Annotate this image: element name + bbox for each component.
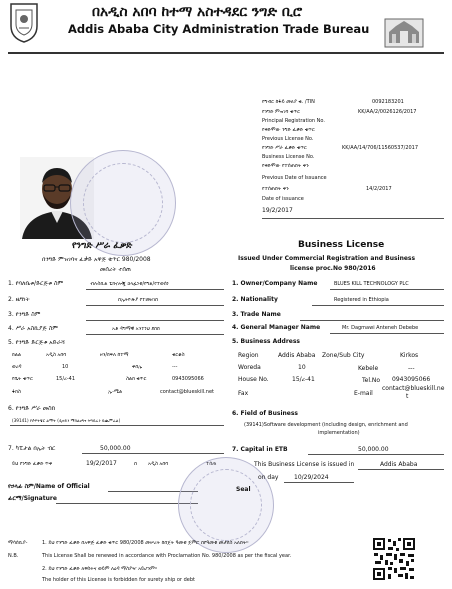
note-1-en: This License Shall be renewed in accordance with Proclamation No. 980/2008 as per the fiscal year. [42,553,292,559]
registration-divider [262,218,444,219]
header-divider [8,52,444,54]
stamp-seal-bottom-ring [190,469,262,541]
right-issued-label: This Business License is issued in [254,461,355,468]
left-field-label: 6. የንግድ ሥራ መስክ [8,405,55,412]
left-signature-underline [56,503,198,504]
right-address-label: 5. Business Address [232,338,300,345]
left-owner-underline [86,289,224,290]
tin-value: 0092183201 [372,99,404,105]
right-seal-label: Seal [236,486,251,493]
left-field-underline [10,425,224,426]
license-subtitle-amharic-2: መሰረት ተሰጠ [100,266,131,273]
right-nationality-value: Registered in Ethiopia [334,297,389,303]
left-kebele-label: ቀበሌ [132,364,142,370]
license-title-amharic: የንግድ ሥራ ፈቃድ [72,241,133,251]
right-field-value-2: implementation) [318,430,360,436]
left-region-value: አዲስ አበባ [46,352,67,358]
stamp-seal-bottom [178,457,274,553]
left-phone-value: 0943095066 [172,376,204,382]
left-capital-value: 50,000.00 [100,445,131,452]
reg-no-value: KK/AA/2/0026126/2017 [358,109,417,115]
right-owner-underline [330,289,444,290]
left-trade-name-underline [86,320,224,321]
note-2-en: The holder of this License is forbidden for surety ship or debt [42,577,195,583]
right-capital-label: 7. Capital in ETB [232,446,288,453]
right-region-value: Addis Ababa [278,352,316,359]
right-manager-underline [330,333,444,334]
left-issued-label: ይህ የንግድ ፈቃድ ጥቅ [12,461,53,467]
left-woreda-value: 10 [62,364,69,370]
right-nationality-underline [312,305,444,306]
right-fax-label: Fax [238,390,249,397]
header-title-english: Addis Ababa City Administration Trade Bureau [68,22,370,36]
right-kebele-label: Kebele [358,365,379,372]
license-subtitle-amharic-1: በንግድ ምዝገባና ፈቃድ አዋጅ ቁጥር 980/2008 [42,256,151,263]
left-capital-underline [82,453,224,454]
note-1-am: 1. ይህ የንግድ ፈቃድ በአዋጅ ፈቃድ ቁጥር 980/2008 መሠረት ከበጀት ዓመቱ ጀምሮ በየዓመቱ መታደስ አለበት። [42,540,249,546]
left-house-label: የቤት ቁጥር [12,376,33,382]
right-on-day-label: on day [258,474,279,481]
prev-issued-label-am: የቀድሞው የተሰጠበት ቀን [262,163,309,169]
date-issuance-label-en: Date of issuance [262,196,304,202]
right-trade-name-underline [300,320,444,321]
right-zone-label: Zone/Sub City [322,352,365,359]
business-license-label-en: Business License No. [262,154,315,160]
left-trade-name-label: 3. የንግድ ስም [8,311,41,318]
right-manager-label: 4. General Manager Name [232,324,321,331]
note-2-am: 2. ይህ የንግድ ፈቃድ ለዋስትና ወይም ለዕዳ ማስያዣ አይሆንም። [42,566,158,572]
left-zone-label: ዞን/ክፍለ ከተማ [100,352,129,358]
left-address-label: 5. የንግድ ድርጅቱ አድራሻ [8,339,65,346]
left-manager-label: 4. ሥራ አስኪያጅ ስም [8,325,58,332]
stamp-seal-top-ring [83,163,163,243]
right-woreda-label: Woreda [238,364,261,371]
right-email-value-1: contact@blueskill.ne [382,385,445,392]
business-license-value: KK/AA/14/706/11560537/2017 [342,145,419,151]
header-title-amharic: በአዲስ አበባ ከተማ አስተዳደር ንግድ ቢሮ [92,4,303,20]
header-logo [8,2,40,44]
right-email-value-2: t [406,393,409,400]
right-zone-value: Kirkos [400,352,419,359]
prev-license-label-am: የቀድሞው ንግድ ፈቃድ ቁጥር [262,127,315,133]
left-owner-value: ብሉስኪል ቴክኖሎጂ ኃላፊነቱ/የግል/የተወሰነ [90,281,169,287]
right-issued-place: Addis Ababa [380,461,418,468]
right-field-label: 6. Field of Business [232,410,298,417]
left-manager-value: አቶ ዳግማዊ አንተነህ ደበበ [112,326,160,332]
left-house-value: 15/ረ-41 [56,376,76,382]
note-label-en: N.B. [8,553,19,559]
left-kebele-value: --- [172,364,178,370]
license-subtitle-english-1: Issued Under Commercial Registration and Business [238,255,416,262]
right-tel-label: Tel.No [362,377,381,384]
license-title-english: Business License [298,240,385,250]
left-nationality-value: በኢትዮጵያ የተመዘገበ [118,297,158,303]
left-region-label: ክልል [12,352,22,358]
left-zone-value: ቂርቆስ [172,352,185,358]
right-on-day-underline [284,482,354,483]
tin-label: የግብር ከፋይ መለያ ቁ. /TIN [262,99,315,105]
right-owner-label: 1. Owner/Company Name [232,280,318,287]
note-label-am: ማሳሰቢያ- [8,540,28,546]
left-signature-label: ፊርማ/Signature [8,495,57,502]
right-on-day-value: 10/29/2024 [294,474,329,481]
reg-no-label-en: Principal Registration No. [262,118,325,124]
prev-issued-label-en: Previous Date of Issuance [262,175,327,181]
right-trade-name-label: 3. Trade Name [232,311,281,318]
right-owner-value: BLUES KILL TECHNOLOGY PLC [334,281,409,287]
right-nationality-label: 2. Nationality [232,296,278,303]
left-issued-suffix: ተሰጠ [206,461,217,467]
left-nationality-underline [86,305,224,306]
right-manager-value: Mr. Dagmawi Anteneh Debebe [342,325,419,331]
reg-no-label-am: የንግድ ምዝገባ ቁጥር [262,109,300,115]
left-issued-in-label: በ [134,461,137,467]
left-email-value: contact@blueskill.net [160,389,214,395]
left-capital-label: 7. ካፒታል በኢት ብር [8,445,56,452]
prev-license-label-en: Previous License No. [262,136,314,142]
left-email-label: ኢ-ሜል [108,389,123,395]
issued-label-am: የተሰጠበት ቀን [262,186,289,192]
header-emblem [384,18,424,48]
right-house-value: 15/ረ-41 [292,376,315,383]
left-woreda-label: ወረዳ [12,364,22,370]
right-kebele-value: --- [408,365,415,372]
right-issued-underline [358,469,444,470]
right-capital-underline [308,454,444,455]
right-tel-value: 0943095066 [392,376,431,383]
left-nationality-label: 2. ዜግነት [8,296,30,303]
issued-value: 14/2/2017 [366,186,392,192]
right-email-label: E-mail [354,390,373,397]
license-subtitle-english-2: license proc.No 980/2016 [290,265,376,272]
business-license-label-am: የንግድ ሥራ ፈቃድ ቁጥር [262,145,307,151]
left-manager-underline [86,334,224,335]
right-woreda-value: 10 [298,364,306,371]
left-phone-label: ስልክ ቁጥር [126,376,147,382]
left-owner-label: 1. የባለቤቱ/ድርጅቱ ስም [8,280,64,287]
left-field-value: (39141) የሶፍትዌር ልማት (ዲዛይን ማበልፀግና ትግበራን ይጨምራል) [12,418,121,423]
right-field-value-1: (39141)Software development (including design, enrichment and [244,422,408,428]
right-region-label: Region [238,352,259,359]
left-issued-place: አዲስ አበባ [148,461,169,467]
left-official-label: የኃላፊ ስም/Name of Official [8,483,90,490]
left-fax-label: ፋክስ [12,389,21,395]
left-issued-date: 19/2/2017 [86,460,117,467]
right-house-label: House No. [238,376,269,383]
right-capital-value: 50,000.00 [358,446,389,453]
date-issuance-value: 19/2/2017 [262,207,293,214]
qr-code-image [372,537,416,581]
